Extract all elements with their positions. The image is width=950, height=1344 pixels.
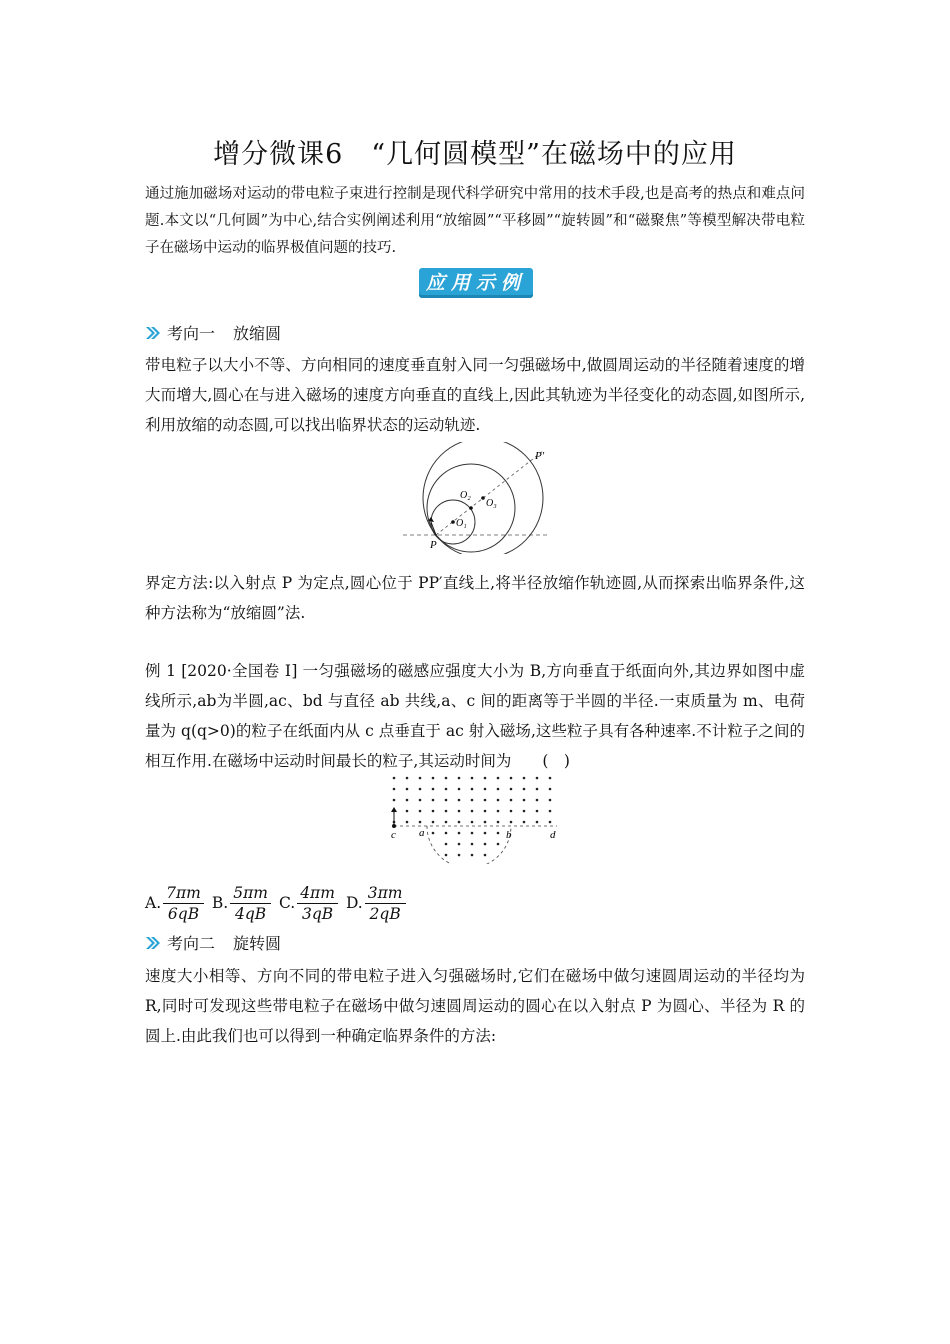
option-fraction	[365, 883, 406, 924]
option-c[interactable]	[279, 883, 338, 924]
field-dot	[419, 788, 422, 791]
field-dot	[523, 799, 526, 802]
field-dot	[471, 854, 474, 857]
field-dot	[393, 788, 396, 791]
option-letter: D.	[345, 894, 363, 912]
field-dot	[419, 777, 422, 780]
field-dot	[523, 810, 526, 813]
field-dot	[549, 799, 552, 802]
field-dot	[549, 810, 552, 813]
field-dot	[484, 854, 487, 857]
field-dot	[432, 777, 435, 780]
center-o2	[469, 506, 473, 510]
option-d[interactable]	[346, 883, 406, 924]
field-dot	[458, 810, 461, 813]
fraction-denominator: 2qB	[369, 904, 401, 923]
method-paragraph: 界定方法:以入射点 P 为定点,圆心位于 PP′直线上,将半径放缩作轨迹圆,从而探索出临界条件,这种方法称为“放缩圆”法.	[145, 574, 805, 622]
label-d: d	[550, 829, 556, 841]
section-name: 旋转圆	[233, 934, 282, 953]
field-dot	[536, 810, 539, 813]
field-dot	[536, 799, 539, 802]
center-o1	[451, 520, 455, 524]
field-dot	[445, 821, 448, 824]
field-dot	[445, 843, 448, 846]
double-chevron-icon	[145, 933, 161, 957]
label-a: a	[419, 827, 425, 839]
field-dot	[471, 832, 474, 835]
field-dot	[484, 810, 487, 813]
field-dot	[497, 777, 500, 780]
field-dot	[510, 821, 513, 824]
option-letter: B.	[211, 894, 229, 912]
field-dot	[510, 810, 513, 813]
label-o3: O₃	[486, 498, 497, 509]
field-dot	[458, 832, 461, 835]
field-dot	[484, 832, 487, 835]
label-p: P	[430, 539, 437, 551]
intro-paragraph: 通过施加磁场对运动的带电粒子束进行控制是现代科学研究中常用的技术手段,也是高考的热点和难点问题.本文以“几何圆”为中心,结合实例阐述利用“放缩圆”“平移圆”“旋转圆”和“磁聚焦”等模型解决带电粒子在磁场中运动的临界极值问题的技巧.	[145, 186, 805, 256]
double-chevron-icon	[145, 323, 161, 347]
field-dot	[510, 788, 513, 791]
field-dot	[419, 810, 422, 813]
point-c	[392, 824, 396, 828]
field-dot	[497, 832, 500, 835]
field-dot	[497, 788, 500, 791]
field-dot	[445, 854, 448, 857]
label-o1: O₁	[456, 518, 467, 529]
field-dot	[523, 777, 526, 780]
section-heading-1	[145, 322, 281, 346]
field-dot	[523, 788, 526, 791]
section-name: 放缩圆	[233, 324, 282, 343]
field-dot	[497, 799, 500, 802]
field-dot	[510, 799, 513, 802]
magnetic-field-figure	[385, 774, 565, 864]
field-dot	[471, 821, 474, 824]
field-dot	[458, 788, 461, 791]
field-dot	[549, 821, 552, 824]
scaling-circles-figure	[395, 442, 555, 554]
field-dot	[432, 832, 435, 835]
label-p-prime: P′	[535, 450, 545, 462]
field-dot	[432, 810, 435, 813]
field-dot	[458, 843, 461, 846]
option-letter: C.	[278, 894, 296, 912]
field-dot	[497, 810, 500, 813]
field-dot	[523, 821, 526, 824]
option-fraction	[297, 883, 338, 924]
fraction-denominator: 4qB	[234, 904, 267, 923]
field-dot	[471, 788, 474, 791]
field-dot	[497, 843, 500, 846]
field-dot	[484, 777, 487, 780]
field-dot	[458, 799, 461, 802]
field-dot-grid	[393, 777, 552, 857]
field-dot	[406, 788, 409, 791]
field-dot	[432, 799, 435, 802]
section-label: 考向一	[167, 324, 216, 343]
section1-paragraph: 带电粒子以大小不等、方向相同的速度垂直射入同一匀强磁场中,做圆周运动的半径随着速度的增大而增大,圆心在与进入磁场的速度方向垂直的直线上,因此其轨迹为半径变化的动态圆,如图所示,利用放缩的动态圆,可以找出临界状态的运动轨迹.	[145, 356, 805, 434]
field-dot	[536, 788, 539, 791]
field-dot	[549, 777, 552, 780]
label-b: b	[506, 829, 512, 841]
center-o3	[481, 496, 485, 500]
fraction-numerator: 3πm	[365, 883, 406, 904]
answer-options	[145, 880, 414, 926]
option-letter: A.	[145, 894, 162, 912]
section-label: 考向二	[167, 934, 216, 953]
field-dot	[406, 777, 409, 780]
field-dot	[432, 788, 435, 791]
example-paragraph: 例 1 [2020·全国卷 Ⅰ] 一匀强磁场的磁感应强度大小为 B,方向垂直于纸面向外,其边界如图中虚线所示,ab为半圆,ac、bd 与直径 ab 共线,a、c 间的距离等于半圆的半径.一束质量为 m、电荷量为 q(q>0)的粒子在纸面内从 c 点垂直于 ac 射入磁场,这些粒子具有各种速率.不计粒子之间的相互作用.在磁场中运动时间最长的粒子,其运动时间为 ( )	[145, 662, 805, 770]
field-dot	[419, 799, 422, 802]
field-dot	[484, 788, 487, 791]
field-dot	[497, 821, 500, 824]
option-a[interactable]	[145, 883, 204, 924]
fraction-numerator: 5πm	[230, 883, 271, 904]
field-dot	[471, 810, 474, 813]
section2-paragraph: 速度大小相等、方向不同的带电粒子进入匀强磁场时,它们在磁场中做匀速圆周运动的半径均为 R,同时可发现这些带电粒子在磁场中做匀速圆周运动的圆心在以入射点 P 为圆心、半径为 R 的圆上.由此我们也可以得到一种确定临界条件的方法:	[145, 967, 805, 1045]
field-dot	[458, 821, 461, 824]
field-dot	[484, 843, 487, 846]
field-dot	[432, 821, 435, 824]
entry-arrow-head	[391, 807, 397, 812]
field-dot	[419, 821, 422, 824]
field-dot	[445, 788, 448, 791]
field-dot	[536, 821, 539, 824]
field-dot	[458, 777, 461, 780]
section-heading-2	[145, 932, 281, 956]
field-dot	[445, 799, 448, 802]
section-banner: 应用示例	[419, 268, 533, 298]
field-dot	[445, 832, 448, 835]
field-dot	[471, 843, 474, 846]
field-dot	[406, 799, 409, 802]
field-dot	[458, 854, 461, 857]
fraction-numerator: 7πm	[163, 883, 204, 904]
fraction-denominator: 6qB	[167, 904, 200, 923]
field-dot	[406, 821, 409, 824]
label-c: c	[391, 829, 396, 841]
field-dot	[406, 810, 409, 813]
field-dot	[484, 799, 487, 802]
field-dot	[445, 777, 448, 780]
field-dot	[549, 788, 552, 791]
field-dot	[445, 810, 448, 813]
fraction-denominator: 3qB	[301, 904, 334, 923]
field-dot	[536, 777, 539, 780]
field-dot	[393, 777, 396, 780]
option-fraction	[230, 883, 271, 924]
option-fraction	[163, 883, 204, 924]
option-b[interactable]	[212, 883, 271, 924]
field-dot	[471, 799, 474, 802]
field-dot	[484, 821, 487, 824]
field-dot	[510, 777, 513, 780]
label-o2: O₂	[460, 490, 471, 501]
fraction-numerator: 4πm	[297, 883, 338, 904]
page-title: 增分微课6 “几何圆模型”在磁场中的应用	[213, 139, 737, 170]
field-dot	[393, 799, 396, 802]
field-dot	[471, 777, 474, 780]
